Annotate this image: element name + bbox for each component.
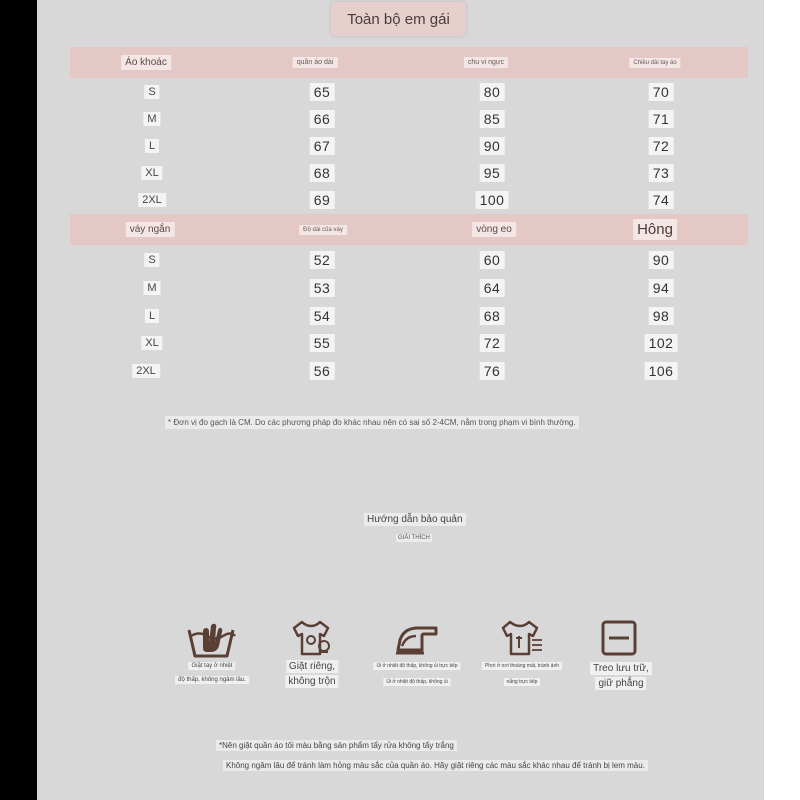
value-cell: 64 xyxy=(480,279,505,297)
size-cell: S xyxy=(144,253,159,267)
value-cell: 73 xyxy=(649,164,674,182)
hand-wash-icon xyxy=(185,618,237,660)
care-caption-3: Ủi ở nhiệt độ thấp, không ủi trực tiếp Ủi ở nhiệt độ thấp, không ủi xyxy=(373,662,460,686)
value-cell: 66 xyxy=(310,110,335,128)
value-cell: 102 xyxy=(645,334,678,352)
size-cell: XL xyxy=(141,166,162,180)
value-cell: 72 xyxy=(649,137,674,155)
care-caption-1: Giặt tay ở nhiệt độ thấp, không ngâm lâu. xyxy=(175,662,249,684)
value-cell: 95 xyxy=(480,164,505,182)
value-cell: 98 xyxy=(649,307,674,325)
size-cell: 2XL xyxy=(138,193,166,207)
page-title: Toàn bộ em gái xyxy=(331,2,466,36)
shirt-care-icon xyxy=(500,618,544,658)
value-cell: 68 xyxy=(480,307,505,325)
size-cell: 2XL xyxy=(132,364,160,378)
storage-box-icon xyxy=(600,620,638,656)
value-cell: 52 xyxy=(310,251,335,269)
bottom-header-col-3: vòng eo xyxy=(472,214,516,245)
value-cell: 74 xyxy=(649,191,674,209)
top-header-col-3: chu vi ngực xyxy=(464,47,508,78)
value-cell: 94 xyxy=(649,279,674,297)
care-caption-2: Giặt riêng, không trộn xyxy=(285,660,338,688)
care-subtitle: GIẢI THÍCH xyxy=(398,535,430,541)
size-cell: M xyxy=(143,281,160,295)
value-cell: 65 xyxy=(310,83,335,101)
separate-wash-shirt-icon xyxy=(290,618,334,658)
value-cell: 67 xyxy=(310,137,335,155)
top-header-col-2: quần áo dài xyxy=(293,47,338,78)
footer-note-2: Không ngâm lâu để tránh làm hỏng màu sắc của quần áo. Hãy giặt riêng các màu sắc khác nhau để tránh bị lem màu. xyxy=(223,760,648,771)
value-cell: 76 xyxy=(480,362,505,380)
value-cell: 60 xyxy=(480,251,505,269)
care-caption-4: Phơi ở nơi thoáng mát, tránh ánh nắng trực tiếp xyxy=(482,662,562,686)
value-cell: 71 xyxy=(649,110,674,128)
care-title: Hướng dẫn bảo quản xyxy=(364,513,466,526)
value-cell: 90 xyxy=(480,137,505,155)
bottom-header-col-1: váy ngắn xyxy=(126,214,175,245)
value-cell: 55 xyxy=(310,334,335,352)
value-cell: 106 xyxy=(645,362,678,380)
iron-icon xyxy=(394,620,440,656)
footer-note-1: *Nên giặt quần áo tối màu bằng sản phẩm tẩy rửa không tẩy trắng xyxy=(216,740,457,751)
value-cell: 90 xyxy=(649,251,674,269)
care-caption-5: Treo lưu trữ, giữ phẳng xyxy=(590,662,652,690)
value-cell: 70 xyxy=(649,83,674,101)
bottom-header-col-2: Độ dài của váy xyxy=(299,214,347,245)
value-cell: 69 xyxy=(310,191,335,209)
value-cell: 80 xyxy=(480,83,505,101)
top-header-col-4: Chiều dài tay áo xyxy=(629,47,680,78)
size-cell: S xyxy=(144,85,159,99)
value-cell: 54 xyxy=(310,307,335,325)
value-cell: 72 xyxy=(480,334,505,352)
value-cell: 100 xyxy=(476,191,509,209)
size-cell: L xyxy=(145,309,159,323)
value-cell: 53 xyxy=(310,279,335,297)
left-black-bar xyxy=(0,0,37,800)
top-header-col-1: Áo khoác xyxy=(121,47,171,78)
top-table-header xyxy=(70,47,748,78)
value-cell: 56 xyxy=(310,362,335,380)
size-cell: XL xyxy=(141,336,162,350)
bottom-header-col-4: Hông xyxy=(633,214,677,245)
value-cell: 68 xyxy=(310,164,335,182)
right-margin xyxy=(764,0,800,800)
value-cell: 85 xyxy=(480,110,505,128)
measurement-note: * Đơn vị đo gạch là CM. Do các phương pháp đo khác nhau nên có sai số 2-4CM, nằm trong phạm vi bình thường. xyxy=(165,416,579,429)
size-cell: M xyxy=(143,112,160,126)
bottom-table-header xyxy=(70,214,748,245)
size-cell: L xyxy=(145,139,159,153)
